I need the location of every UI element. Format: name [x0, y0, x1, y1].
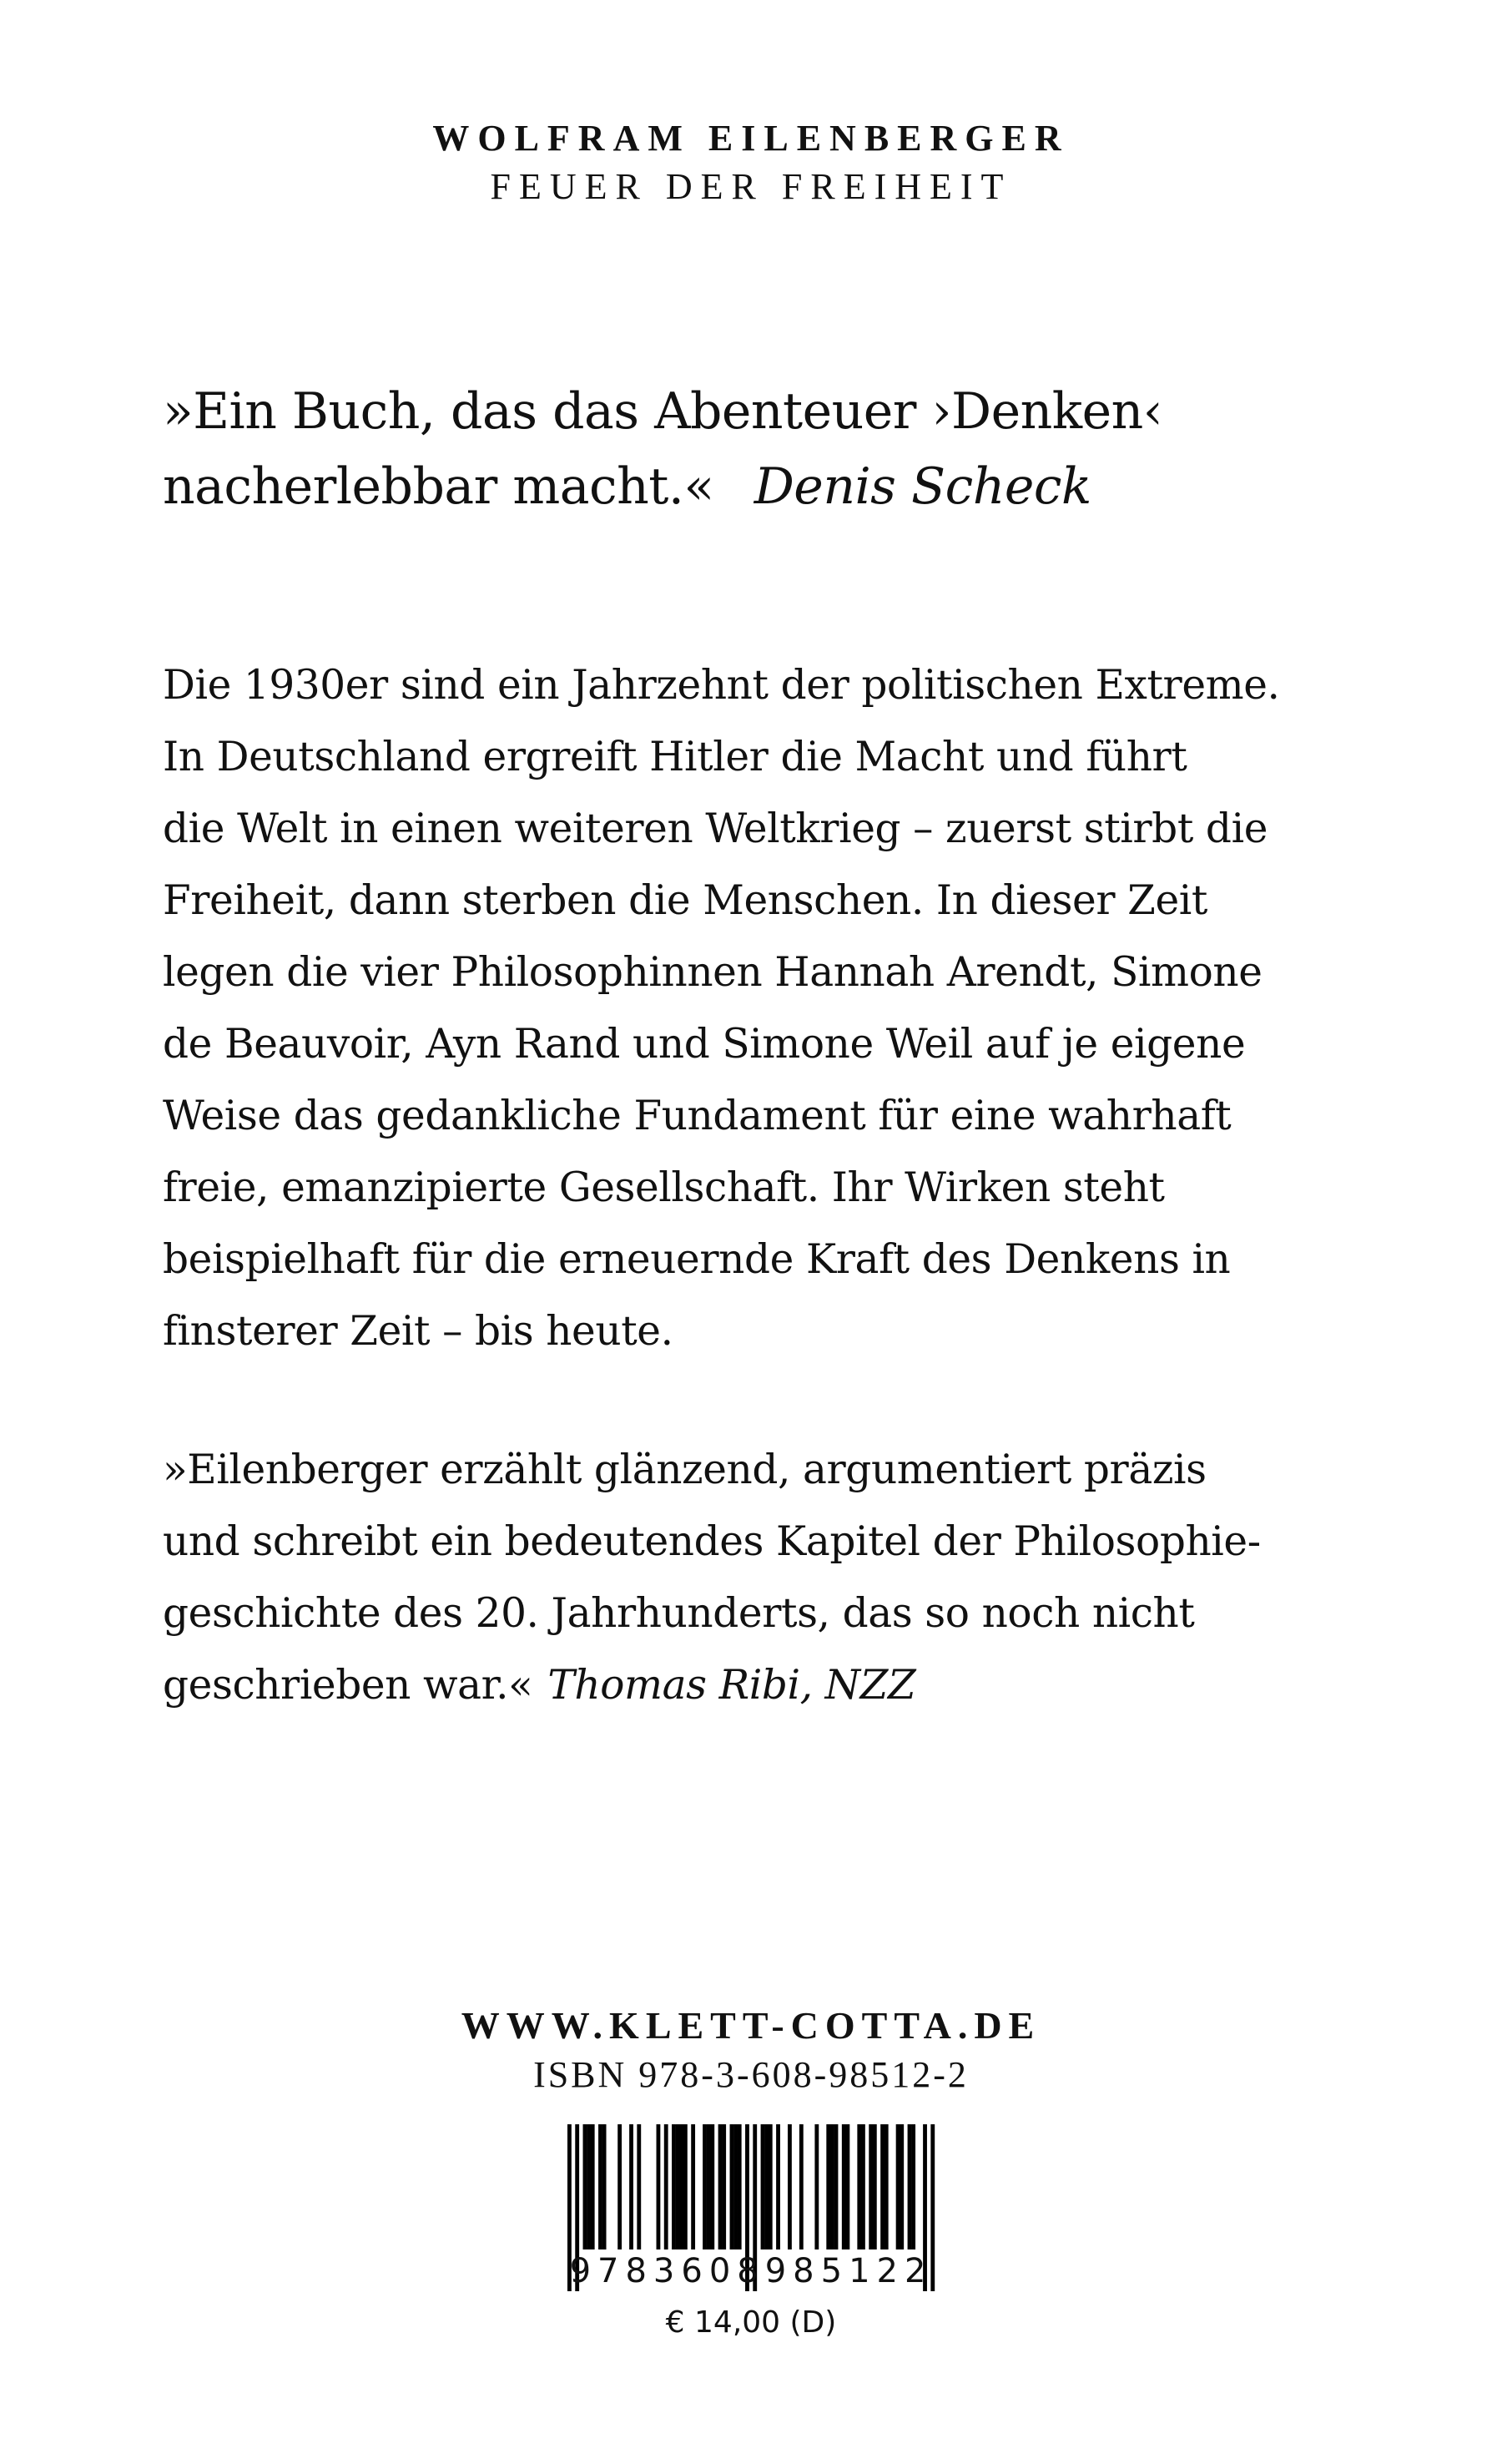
- barcode-bar: [679, 2124, 683, 2249]
- featured-quote-line-2: [163, 449, 1348, 524]
- barcode-bar: [657, 2124, 661, 2249]
- barcode-bar: [598, 2124, 602, 2249]
- barcode-bar: [842, 2124, 846, 2249]
- blurb-line: legen die vier Philosophinnen Hannah Arendt, Simone: [163, 949, 1263, 996]
- barcode-bar: [830, 2124, 834, 2249]
- barcode-bar: [845, 2124, 849, 2249]
- barcode-bar: [718, 2124, 723, 2249]
- barcode-bar: [861, 2124, 865, 2249]
- barcode-bar: [911, 2124, 915, 2249]
- featured-quote-line-1: »Ein Buch, das das Abenteuer ›Denken‹: [163, 382, 1163, 441]
- barcode-bar: [857, 2124, 861, 2249]
- barcode-bar: [602, 2124, 607, 2249]
- blurb-line: freie, emanzipierte Gesellschaft. Ihr Wirken steht: [163, 1164, 1165, 1211]
- blurb-line: beispielhaft für die erneuernde Kraft des Denkens in: [163, 1236, 1231, 1283]
- barcode-bar: [733, 2124, 738, 2249]
- barcode-bar: [834, 2124, 839, 2249]
- book-title: FEUER DER FREIHEIT: [490, 166, 1012, 207]
- barcode-bar: [869, 2124, 873, 2249]
- blurb-line: In Deutschland ergreift Hitler die Macht und führt: [163, 734, 1187, 780]
- review-quote-line: »Eilenberger erzählt glänzend, argumentiert präzis: [163, 1447, 1207, 1493]
- barcode-number: 9783608985122: [569, 2252, 933, 2290]
- barcode-bar: [707, 2124, 711, 2249]
- barcode-bar: [826, 2124, 830, 2249]
- featured-quote: [163, 374, 1348, 524]
- publisher-website: WWW.KLETT-COTTA.DE: [461, 2004, 1041, 2047]
- featured-quote-source: Denis Scheck: [754, 457, 1091, 516]
- barcode-bar: [710, 2124, 714, 2249]
- barcode-bar: [880, 2124, 885, 2249]
- featured-quote-text: nacherlebbar macht.«: [163, 457, 714, 516]
- barcode-bar: [722, 2124, 726, 2249]
- barcode-bar: [591, 2124, 595, 2249]
- barcode-bar: [664, 2124, 668, 2249]
- barcode-bar: [730, 2124, 734, 2249]
- blurb-line: Weise das gedankliche Fundament für eine wahrhaft: [163, 1093, 1232, 1139]
- review-quote-line: geschichte des 20. Jahrhunderts, das so noch nicht: [163, 1590, 1195, 1637]
- barcode-bar: [738, 2124, 742, 2249]
- review-quote-text: geschrieben war.«: [163, 1662, 533, 1709]
- barcode-bar: [676, 2124, 680, 2249]
- barcode-bar: [703, 2124, 707, 2249]
- barcode-bar: [617, 2124, 622, 2249]
- review-quote-last-line: [163, 1649, 1348, 1721]
- blurb-text: [163, 649, 1348, 1367]
- barcode-bar: [583, 2124, 587, 2249]
- blurb-line: die Welt in einen weiteren Weltkrieg – zuerst stirbt die: [163, 805, 1268, 852]
- blurb-line: de Beauvoir, Ayn Rand und Simone Weil auf je eigene: [163, 1021, 1246, 1068]
- review-quote: [163, 1434, 1348, 1721]
- barcode-bar: [761, 2124, 765, 2249]
- barcode-bar: [672, 2124, 676, 2249]
- barcode-bar: [769, 2124, 773, 2249]
- isbn-number: ISBN 978-3-608-98512-2: [533, 2054, 969, 2095]
- barcode-bar: [896, 2124, 900, 2249]
- barcode-bar: [683, 2124, 688, 2249]
- barcode-bar: [776, 2124, 780, 2249]
- blurb-line: finsterer Zeit – bis heute.: [163, 1308, 673, 1355]
- barcode-bar: [799, 2124, 804, 2249]
- barcode-bar: [629, 2124, 633, 2249]
- barcode-bar: [900, 2124, 904, 2249]
- barcode-bar: [587, 2124, 591, 2249]
- barcode-bar: [873, 2124, 877, 2249]
- blurb-line: Freiheit, dann sterben die Menschen. In dieser Zeit: [163, 877, 1207, 924]
- blurb-line: Die 1930er sind ein Jahrzehnt der politischen Extreme.: [163, 662, 1280, 709]
- price-label: € 14,00 (D): [665, 2305, 837, 2340]
- review-quote-source: Thomas Ribi, NZZ: [547, 1662, 916, 1709]
- barcode-bar: [637, 2124, 641, 2249]
- review-quote-line: und schreibt ein bedeutendes Kapitel der Philosophie-: [163, 1518, 1261, 1565]
- barcode-bar: [814, 2124, 819, 2249]
- barcode-bar: [788, 2124, 792, 2249]
- barcode-bar: [764, 2124, 769, 2249]
- author-name: WOLFRAM EILENBERGER: [432, 118, 1070, 159]
- barcode-bar: [885, 2124, 889, 2249]
- barcode-bar: [908, 2124, 912, 2249]
- barcode-bar: [691, 2124, 695, 2249]
